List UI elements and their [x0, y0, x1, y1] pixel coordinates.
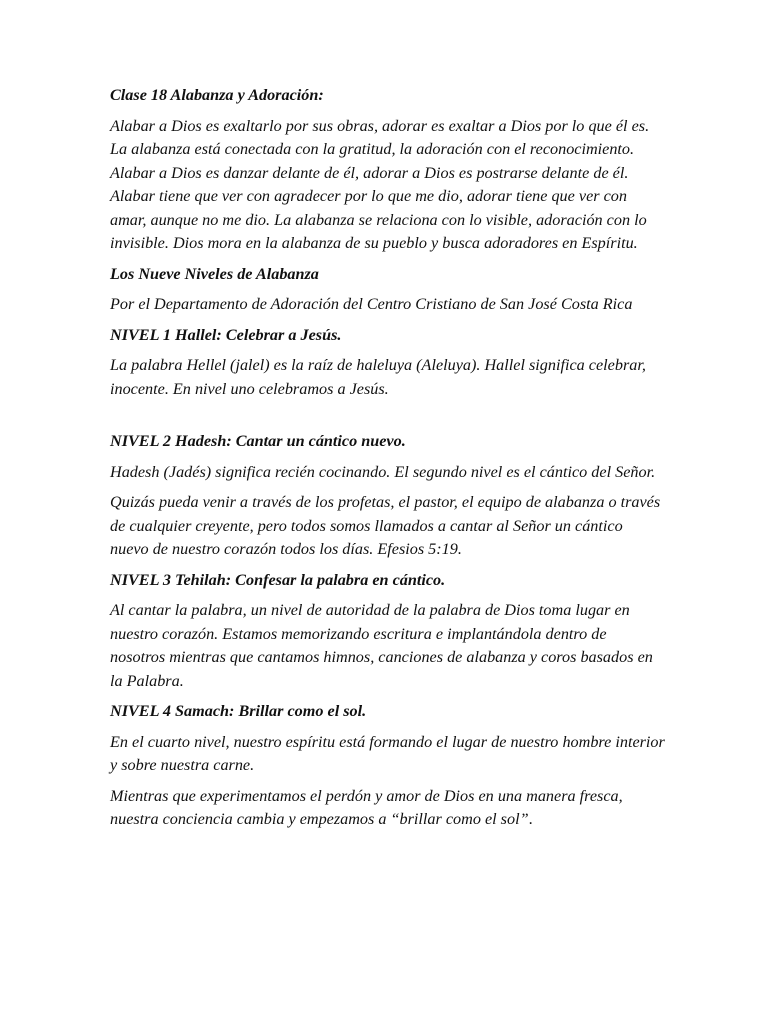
document-title: Clase 18 Alabanza y Adoración:	[110, 86, 324, 104]
level-3-paragraph: Al cantar la palabra, un nivel de autoridad de la palabra de Dios toma lugar en nuestro corazón. Estamos memorizando escritura e implantándola dentro de nosotros mientras que cantamos himnos, canciones de alabanza y coros basados en la Palabra.	[110, 601, 653, 690]
level-4-paragraph: En el cuarto nivel, nuestro espíritu está formando el lugar de nuestro hombre interior y sobre nuestra carne.	[110, 732, 665, 774]
intro-paragraph: Alabar a Dios es exaltarlo por sus obras, adorar es exaltar a Dios por lo que él es. La alabanza está conectada con la gratitud, la adoración con el reconocimiento. Alabar a Dios es danzar delante de él, adorar a Dios es postrarse delante de él. Alabar tiene que ver con agradecer por lo que me dio, adorar tiene que ver con amar, aunque no me dio. La alabanza se relaciona con lo visible, adoración con lo invisible. Dios mora en la alabanza de su pueblo y busca adoradores en Espíritu.	[110, 116, 650, 252]
byline: Por el Departamento de Adoración del Centro Cristiano de San José Costa Rica	[110, 295, 633, 313]
level-3-heading: NIVEL 3 Tehilah: Confesar la palabra en cántico.	[110, 570, 446, 589]
level-2-heading: NIVEL 2 Hadesh: Cantar un cántico nuevo.	[110, 432, 406, 450]
level-2-paragraph: Hadesh (Jadés) significa recién cocinando. El segundo nivel es el cántico del Señor.	[110, 462, 656, 481]
level-4-heading: NIVEL 4 Samach: Brillar como el sol.	[110, 702, 367, 720]
document-page	[110, 84, 665, 839]
level-4-text: Mientras que experimentamos el perdón y amor de Dios en una manera fresca, nuestra conciencia cambia y empezamos a	[110, 786, 623, 828]
quoted-phrase: “brillar como el sol”	[390, 810, 529, 828]
level-1-paragraph: La palabra Hellel (jalel) es la raíz de haleluya (Aleluya). Hallel significa celebrar, inocente. En nivel uno celebramos a Jesús.	[110, 356, 646, 398]
section-subtitle: Los Nueve Niveles de Alabanza	[110, 264, 319, 283]
closing-period: .	[528, 810, 533, 828]
level-4-paragraph	[110, 785, 665, 832]
spacer	[110, 408, 665, 430]
level-2-paragraph: Quizás pueda venir a través de los profetas, el pastor, el equipo de alabanza o través de cualquier creyente, pero todos somos llamados a cantar al Señor un cántico nuevo de nuestro corazón todos los días. Efesios 5:19.	[110, 493, 661, 558]
level-1-heading: NIVEL 1 Hallel: Celebrar a Jesús.	[110, 325, 342, 344]
